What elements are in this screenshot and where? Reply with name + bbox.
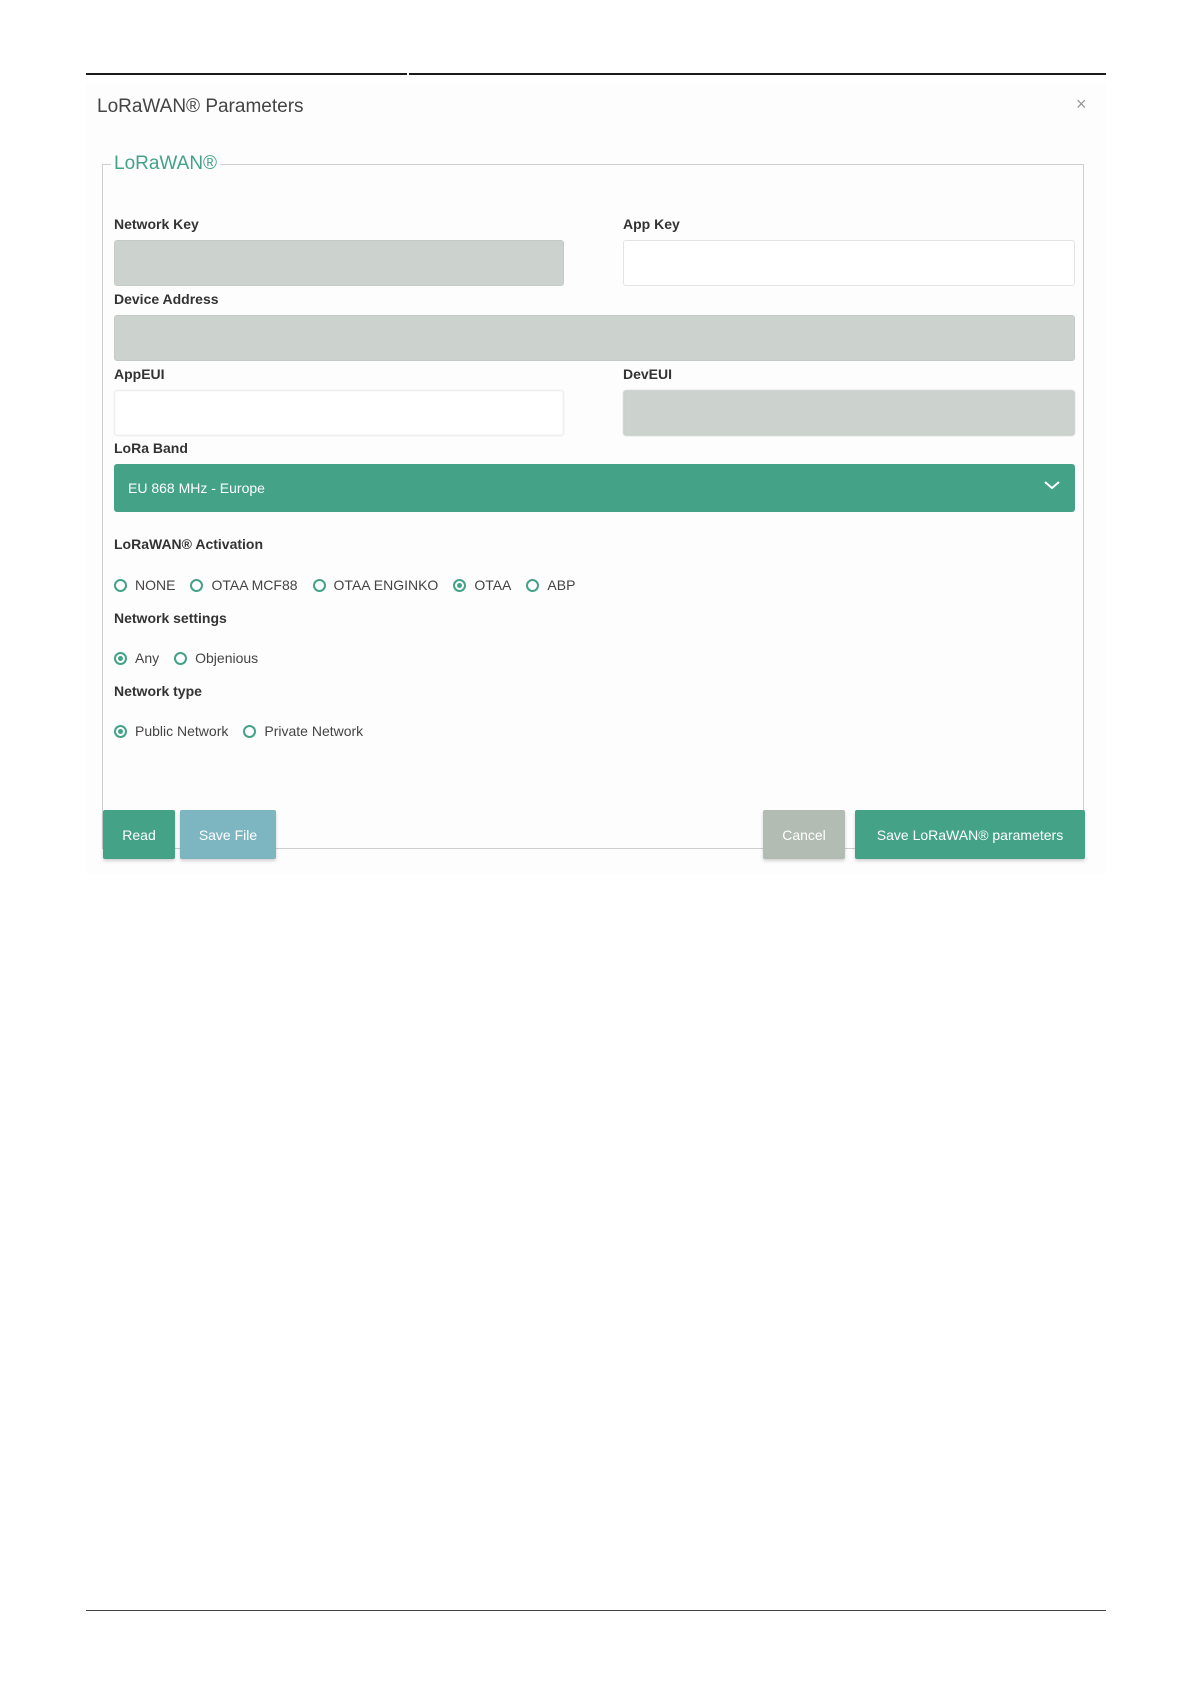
radio-activation-abp[interactable] [526, 577, 575, 593]
radio-label: OTAA [474, 577, 512, 593]
radio-selected-icon [114, 652, 127, 665]
radio-label: NONE [135, 577, 176, 593]
app-key-label: App Key [623, 216, 680, 232]
chevron-down-icon [1043, 476, 1061, 494]
radio-circle-icon [526, 579, 539, 592]
close-icon[interactable]: × [1076, 94, 1087, 114]
radio-circle-icon [174, 652, 187, 665]
app-eui-label: AppEUI [114, 366, 165, 382]
app-key-input[interactable] [623, 240, 1075, 286]
radio-label: ABP [547, 577, 576, 593]
radio-label: Any [135, 650, 160, 666]
network-key-label: Network Key [114, 216, 199, 232]
radio-activation-none[interactable] [114, 577, 175, 593]
network-type-label: Network type [114, 683, 202, 699]
page-top-rule [86, 73, 1106, 75]
network-settings-radio-group [114, 650, 273, 666]
radio-selected-icon [453, 579, 466, 592]
dev-eui-input[interactable] [623, 390, 1075, 436]
radio-circle-icon [114, 579, 127, 592]
radio-network-objenious[interactable] [174, 650, 258, 666]
activation-radio-group [114, 577, 590, 593]
radio-circle-icon [243, 725, 256, 738]
lora-band-selected: EU 868 MHz - Europe [128, 480, 265, 496]
dialog-title: LoRaWAN® Parameters [97, 96, 304, 117]
radio-activation-otaa-mcf88[interactable] [190, 577, 297, 593]
radio-circle-icon [190, 579, 203, 592]
save-file-button[interactable]: Save File [180, 810, 276, 859]
network-type-radio-group [114, 723, 378, 739]
page-bottom-rule [86, 1610, 1106, 1611]
radio-network-any[interactable] [114, 650, 159, 666]
lora-band-label: LoRa Band [114, 440, 188, 456]
network-settings-label: Network settings [114, 610, 227, 626]
activation-label: LoRaWAN® Activation [114, 536, 264, 552]
network-key-input[interactable] [114, 240, 564, 286]
fieldset-legend: LoRaWAN® [114, 153, 218, 174]
radio-public-network[interactable] [114, 723, 228, 739]
device-address-input[interactable] [114, 315, 1075, 361]
radio-label: OTAA MCF88 [211, 577, 298, 593]
radio-activation-otaa[interactable] [453, 577, 511, 593]
app-eui-input[interactable] [114, 390, 564, 436]
radio-activation-otaa-enginko[interactable] [313, 577, 439, 593]
radio-circle-icon [313, 579, 326, 592]
dev-eui-label: DevEUI [623, 366, 673, 382]
radio-label: OTAA ENGINKO [333, 577, 439, 593]
radio-label: Public Network [135, 723, 229, 739]
radio-label: Objenious [195, 650, 259, 666]
lora-band-select[interactable] [114, 464, 1075, 512]
cancel-button[interactable]: Cancel [763, 810, 845, 859]
page-top-rule-gap [407, 71, 409, 75]
radio-private-network[interactable] [243, 723, 363, 739]
device-address-label: Device Address [114, 291, 219, 307]
radio-selected-icon [114, 725, 127, 738]
radio-label: Private Network [264, 723, 364, 739]
save-lorawan-parameters-button[interactable]: Save LoRaWAN® parameters [855, 810, 1085, 859]
read-button[interactable]: Read [103, 810, 175, 859]
